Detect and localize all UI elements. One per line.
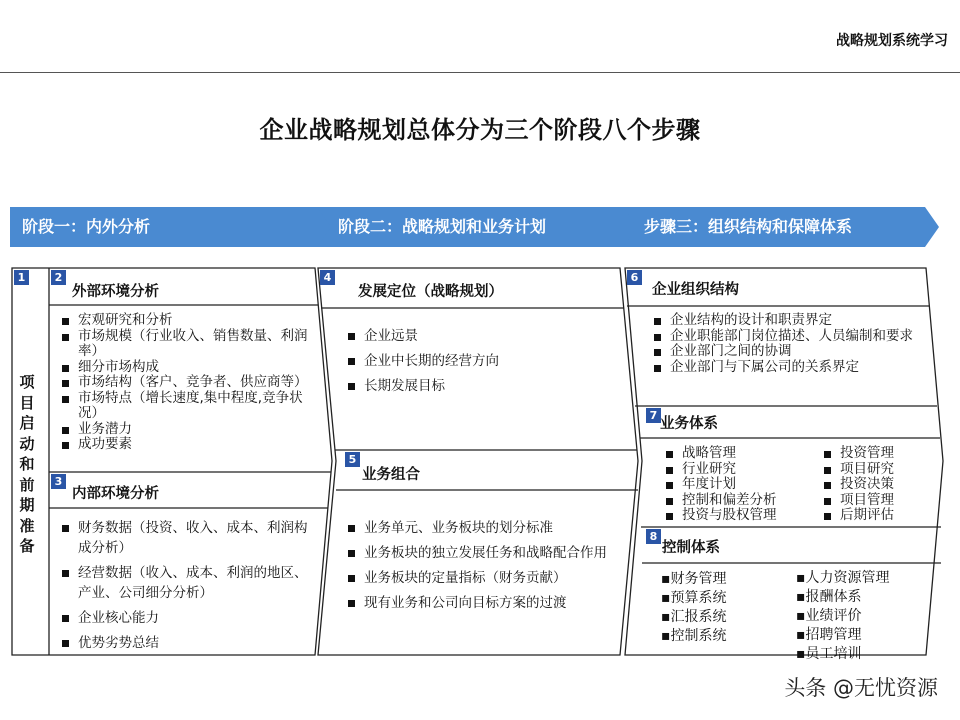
list-item: ▪业绩评价 [796, 608, 862, 624]
step-2-title: 外部环境分析 [72, 284, 159, 300]
list-item: ▪控制系统 [661, 628, 727, 644]
list-item: 企业部门与下属公司的关系界定 [652, 360, 924, 376]
step-4-number: 4 [320, 270, 335, 285]
list-item: 现有业务和公司向目标方案的过渡 [346, 593, 612, 613]
list-item: ▪报酬体系 [796, 589, 862, 605]
header-title: 战略规划系统学习 [836, 33, 948, 49]
step-4-title: 发展定位（战略规划） [358, 284, 503, 300]
list-item: 市场规模（行业收入、销售数量、利润率） [60, 329, 318, 360]
list-item: 宏观研究和分析 [60, 313, 318, 329]
phase-3-label: 步骤三：组织结构和保障体系 [644, 217, 853, 236]
watermark: 头条 @无忧资源 [784, 676, 938, 700]
step-6-number: 6 [627, 270, 642, 285]
list-item: 成功要素 [60, 437, 318, 453]
list-item: 项目管理 [822, 493, 932, 509]
step-7-number: 7 [646, 408, 661, 423]
list-item: 年度计划 [664, 477, 814, 493]
org-structure-list [652, 313, 924, 375]
step-3-title: 内部环境分析 [72, 486, 159, 502]
list-item: 战略管理 [664, 446, 814, 462]
step-3-number: 3 [51, 474, 66, 489]
list-item: ▪汇报系统 [661, 609, 727, 625]
step-8-number: 8 [646, 529, 661, 544]
list-item: 市场结构（客户、竞争者、供应商等） [60, 375, 318, 391]
list-item: 投资管理 [822, 446, 932, 462]
control-system-right-list [796, 569, 890, 664]
list-item: ▪招聘管理 [796, 627, 862, 643]
step-8-title: 控制体系 [662, 540, 720, 556]
list-item: 业务板块的独立发展任务和战略配合作用 [346, 543, 612, 563]
internal-analysis-list [60, 518, 310, 658]
step-5-number: 5 [345, 452, 360, 467]
list-item: ▪员工培训 [796, 646, 862, 662]
phase-1-label: 阶段一：内外分析 [22, 217, 151, 236]
control-system-left-list [661, 570, 727, 646]
list-item: 企业部门之间的协调 [652, 344, 924, 360]
external-analysis-list [60, 313, 318, 453]
step-6-title: 企业组织结构 [652, 282, 739, 298]
step-1-vertical-label: 项目启动和前期准备 [19, 373, 35, 555]
portfolio-list [346, 518, 612, 618]
business-system-left-list [664, 446, 814, 524]
list-item: 企业职能部门岗位描述、人员编制和要求 [652, 329, 924, 345]
main-title: 企业战略规划总体分为三个阶段八个步骤 [259, 116, 701, 144]
step-5-title: 业务组合 [362, 467, 420, 483]
list-item: 企业结构的设计和职责界定 [652, 313, 924, 329]
step-7-title: 业务体系 [660, 416, 718, 432]
phase-2-label: 阶段二：战略规划和业务计划 [338, 217, 547, 236]
list-item: 细分市场构成 [60, 360, 318, 376]
list-item: 企业核心能力 [60, 608, 310, 628]
list-item: 投资决策 [822, 477, 932, 493]
list-item: 业务潜力 [60, 422, 318, 438]
positioning-list [346, 326, 616, 401]
list-item: 优势劣势总结 [60, 633, 310, 653]
step-1-number: 1 [14, 270, 29, 285]
list-item: 长期发展目标 [346, 376, 616, 396]
list-item: 经营数据（收入、成本、利润的地区、产业、公司细分分析） [60, 563, 310, 603]
list-item: 行业研究 [664, 462, 814, 478]
list-item: 后期评估 [822, 508, 932, 524]
list-item: 投资与股权管理 [664, 508, 814, 524]
list-item: 项目研究 [822, 462, 932, 478]
list-item: 企业远景 [346, 326, 616, 346]
list-item: 业务板块的定量指标（财务贡献） [346, 568, 612, 588]
list-item: 业务单元、业务板块的划分标准 [346, 518, 612, 538]
list-item: 控制和偏差分析 [664, 493, 814, 509]
list-item: ▪预算系统 [661, 590, 727, 606]
list-item: 市场特点（增长速度,集中程度,竞争状况） [60, 391, 318, 422]
business-system-right-list [822, 446, 932, 524]
step-2-number: 2 [51, 270, 66, 285]
list-item: ▪人力资源管理 [796, 570, 890, 586]
list-item: ▪财务管理 [661, 571, 727, 587]
list-item: 企业中长期的经营方向 [346, 351, 616, 371]
list-item: 财务数据（投资、收入、成本、利润构成分析） [60, 518, 310, 558]
